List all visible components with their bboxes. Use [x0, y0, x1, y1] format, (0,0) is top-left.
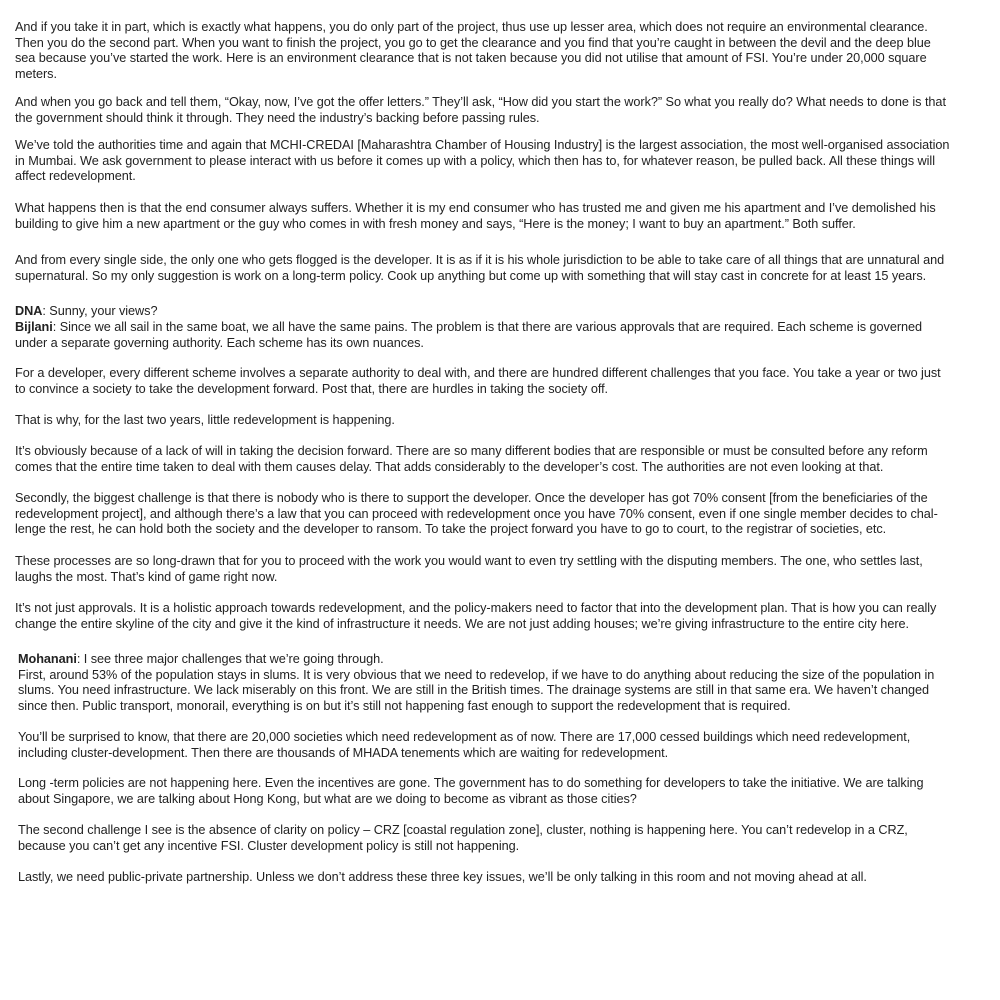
- text-line: First, around 53% of the population stays in slums. It is very obvious that we need to redevelop, if we have to do anything about reducing the size of the population in: [18, 667, 935, 682]
- text-line: I see three major challenges that we’re going through.: [83, 652, 384, 666]
- paragraph-16: [18, 776, 987, 807]
- text-line: comes that the entire time taken to deal with them causes delay. That adds considerably to the developer’s cost. The authorities are not even looking at that.: [15, 459, 884, 474]
- text-line: affect redevelopment.: [15, 169, 136, 184]
- text-line: And when you go back and tell them, “Okay, now, I’ve got the offer letters.” They’ll ask, “How did you start the work?” So what you really do? What needs to done is that: [15, 95, 946, 109]
- text-line: the government should think it through. They need the industry’s backing before passing rules.: [15, 110, 540, 125]
- text-line: supernatural. So my only suggestion is work on a long-term policy. Cook up anything but come up with something that will stay cast in concrete for at least 15 years.: [15, 268, 927, 283]
- text-line: under a separate governing authority. Each scheme has its own nuances.: [15, 335, 424, 350]
- mohanani-answer: Mohanani: I see three major challenges that we’re going through. First, around 53% of the population stays in slums. It is very obvious that we need to redevelop, if we have to do anything about reducing the size of the population in slums. You need infrastructure. We lack miserably on this front. We are still in the British times. The drainage systems are still in that same era. We haven’t changed since then. Public transport, monorail, everything is on but it’s still not happening fast enough to support the redevelopment that is required.: [18, 652, 987, 714]
- paragraph-9: [15, 413, 987, 429]
- text-line: building to give him a new apartment or the guy who comes in with fresh money and says, “Here is the money; I want to buy an apartment.” Both suffer.: [15, 216, 856, 231]
- paragraph-10: [15, 444, 987, 475]
- text-line: The second challenge I see is the absence of clarity on policy – CRZ [coastal regulation zone], cluster, nothing is happening here. You can’t redevelop in a CRZ,: [18, 823, 908, 837]
- paragraph-18: [18, 870, 987, 886]
- text-line: lenge the rest, he can hold both the society and the developer to ransom. To take the project forward you have to go to court, to the registrar of societies, etc.: [15, 522, 887, 537]
- paragraph-3: [15, 138, 987, 185]
- text-line: Lastly, we need public-private partnership. Unless we don’t address these three key issues, we’ll be only talking in this room and not moving ahead at all.: [18, 870, 867, 884]
- text-line: since then. Public transport, monorail, everything is on but it’s still not happening fast enough to support the redevelopment that is required.: [18, 698, 791, 713]
- paragraph-8: [15, 366, 987, 397]
- text-line: It’s not just approvals. It is a holistic approach towards redevelopment, and the policy-makers need to factor that into the development plan. That is how you can really: [15, 601, 937, 615]
- text-line: These processes are so long-drawn that for you to proceed with the work you would want to even try settling with the disputing members. The one, who settles last,: [15, 554, 923, 568]
- text-line: We’ve told the authorities time and again that MCHI-CREDAI [Maharashtra Chamber of Housing Industry] is the largest association, the most well-organised association: [15, 138, 950, 152]
- paragraph-4: [15, 201, 987, 232]
- text-line: laughs the most. That’s kind of game right now.: [15, 569, 278, 584]
- bijlani-answer: Bijlani: Since we all sail in the same boat, we all have the same pains. The problem is that there are various approvals that are required. Each scheme is governed under a separate governing authority. Each scheme has its own nuances.: [15, 320, 987, 351]
- text-line: You’ll be surprised to know, that there are 20,000 societies which need redevelopment as of now. There are 17,000 cessed buildings which need redevelopment,: [18, 730, 911, 744]
- text-line: change the entire skyline of the city and give it the kind of infrastructure it needs. We are not just adding houses; we’re giving infrastructure to the entire city here.: [15, 616, 909, 631]
- paragraph-13: [15, 601, 987, 632]
- speaker-name: Mohanani: [18, 652, 77, 666]
- paragraph-12: [15, 554, 987, 585]
- text-line: Sunny, your views?: [49, 304, 158, 318]
- text-line: meters.: [15, 66, 57, 81]
- text-line: about Singapore, we are talking about Hong Kong, but what are we doing to become as vibrant as those cities?: [18, 791, 637, 806]
- text-line: That is why, for the last two years, little redevelopment is happening.: [15, 413, 395, 427]
- text-line: including cluster-development. Then there are thousands of MHADA tenements which are waiting for redevelopment.: [18, 745, 669, 760]
- text-line: redevelopment project], and although there’s a law that you can proceed with redevelopment once you have 70% consent, even if one single member decides to chal-: [15, 506, 938, 521]
- text-line: to convince a society to take the development forward. Post that, there are hurdles in taking the society off.: [15, 381, 609, 396]
- paragraph-2: [15, 95, 987, 126]
- text-line: Then you do the second part. When you want to finish the project, you go to get the clearance and you find that you’re caught in between the devil and the deep blue: [15, 35, 931, 50]
- text-line: slums. You need infrastructure. We lack miserably on this front. We are still in the British times. The drainage systems are still in that same era. We haven’t changed: [18, 683, 929, 698]
- paragraph-15: [18, 730, 987, 761]
- paragraph-11: [15, 491, 987, 538]
- text-line: And if you take it in part, which is exactly what happens, you do only part of the project, thus use up lesser area, which does not require an environmental clearance.: [15, 20, 928, 34]
- text-line: What happens then is that the end consumer always suffers. Whether it is my end consumer who has trusted me and given me his apartment and I’ve demolished his: [15, 201, 936, 215]
- text-line: Since we all sail in the same boat, we all have the same pains. The problem is that there are various approvals that are required. Each scheme is governed: [59, 320, 923, 334]
- paragraph-5: [15, 253, 987, 284]
- speaker-name: Bijlani: [15, 320, 53, 334]
- text-line: Long -term policies are not happening here. Even the incentives are gone. The government has to do something for developers to take the initiative. We are talking: [18, 776, 924, 790]
- dna-question: DNA: Sunny, your views?: [15, 304, 158, 318]
- paragraph-1: [15, 20, 987, 82]
- text-line: Secondly, the biggest challenge is that there is nobody who is there to support the developer. Once the developer has got 70% consent [from the beneficiaries of the: [15, 491, 928, 505]
- paragraph-17: [18, 823, 987, 854]
- text-line: And from every single side, the only one who gets flogged is the developer. It is as if it is his whole jurisdiction to be able to take care of all things that are unnatural and: [15, 253, 945, 267]
- text-line: It’s obviously because of a lack of will in taking the decision forward. There are so many different bodies that are responsible or must be consulted before any reform: [15, 444, 928, 458]
- text-line: because you can’t get any incentive FSI. Cluster development policy is still not happening.: [18, 838, 520, 853]
- text-line: in Mumbai. We ask government to please interact with us before it comes up with a policy, which then has to, for whatever reason, be pulled back. All these things will: [15, 153, 935, 168]
- text-line: For a developer, every different scheme involves a separate authority to deal with, and there are hundred different challenges that you face. You take a year or two just: [15, 366, 941, 380]
- text-line: sea because you’ve started the work. Here is an environment clearance that is not taken because you did not utilise that amount of FSI. You’re under 20,000 square: [15, 51, 927, 66]
- speaker-name: DNA: [15, 304, 43, 318]
